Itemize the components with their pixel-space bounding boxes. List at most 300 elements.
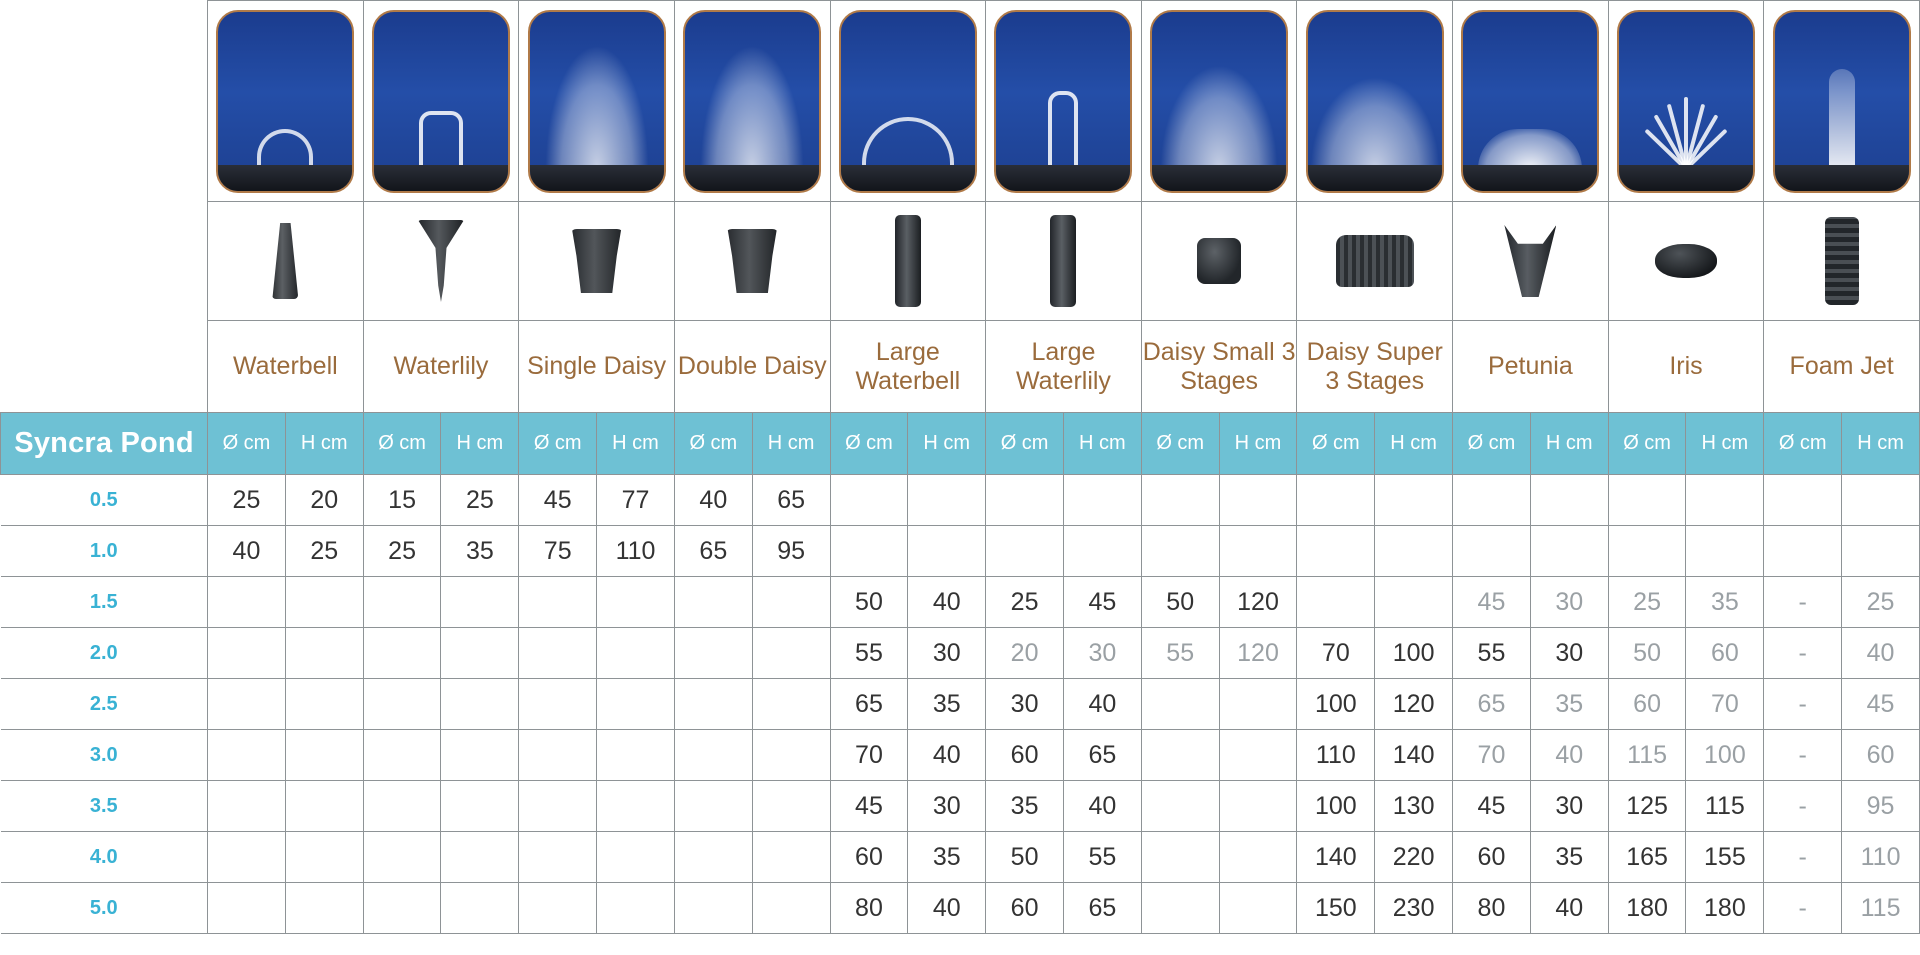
table-cell: 120 [1219,577,1297,628]
table-cell [1764,526,1842,577]
table-cell [1530,526,1608,577]
table-cell [597,832,675,883]
table-cell: 230 [1375,883,1453,934]
nozzle-photo-cell [519,202,675,321]
table-cell [208,628,286,679]
table-cell [519,781,597,832]
table-header-row [1,413,1920,475]
table-cell: 40 [1530,730,1608,781]
table-cell [752,679,830,730]
table-cell [752,781,830,832]
pond-model-label: 4.0 [1,832,208,883]
table-cell: 65 [1063,883,1141,934]
table-cell: 45 [1063,577,1141,628]
table-cell: 100 [1297,781,1375,832]
table-cell: 180 [1686,883,1764,934]
table-cell [752,577,830,628]
table-cell [597,679,675,730]
table-cell: 25 [986,577,1064,628]
table-cell [752,883,830,934]
large-waterlily-nozzle [1050,215,1076,307]
table-cell: 65 [674,526,752,577]
table-cell: 15 [363,475,441,526]
table-cell [208,781,286,832]
table-cell [441,730,519,781]
table-cell [363,832,441,883]
nozzle-name-iris: Iris [1608,321,1764,413]
table-cell: 35 [1686,577,1764,628]
single-daisy-spray-photo [528,10,666,193]
table-cell [208,832,286,883]
nozzle-photo-cell [674,202,830,321]
diameter-subheader: Ø cm [1141,413,1219,475]
table-cell: 25 [441,475,519,526]
table-cell [285,883,363,934]
daisy-super-3-stages-spray-photo [1306,10,1444,193]
table-cell [1297,526,1375,577]
table-row [1,475,1920,526]
table-cell [1297,577,1375,628]
table-cell [519,730,597,781]
table-cell: 65 [1453,679,1531,730]
table-cell: 110 [1297,730,1375,781]
table-cell [752,730,830,781]
table-cell [208,679,286,730]
table-cell: 60 [1842,730,1920,781]
table-cell [1219,679,1297,730]
nozzle-name-single-daisy: Single Daisy [519,321,675,413]
table-cell: 60 [1453,832,1531,883]
table-cell [363,679,441,730]
table-cell [1608,526,1686,577]
table-cell [674,628,752,679]
table-cell: 25 [285,526,363,577]
table-cell: - [1764,832,1842,883]
table-cell: 30 [1530,577,1608,628]
table-cell [986,475,1064,526]
table-cell: 40 [908,883,986,934]
table-cell: 40 [1063,781,1141,832]
table-cell: 45 [830,781,908,832]
table-cell [597,628,675,679]
spray-photo-cell [830,1,986,202]
table-cell: 65 [830,679,908,730]
nozzle-photo-cell [1608,202,1764,321]
table-cell [1453,475,1531,526]
diameter-subheader: Ø cm [1297,413,1375,475]
table-cell: 35 [908,832,986,883]
table-cell [441,628,519,679]
nozzle-name-row [1,321,1920,413]
table-cell [1219,526,1297,577]
table-cell: 30 [908,781,986,832]
table-cell [441,577,519,628]
table-cell: 80 [1453,883,1531,934]
table-cell: 30 [1063,628,1141,679]
table-cell: 70 [1686,679,1764,730]
table-cell: 120 [1219,628,1297,679]
table-cell [1842,475,1920,526]
nozzle-name-daisy-small-3-stages: Daisy Small 3 Stages [1141,321,1297,413]
daisy-super-3-stages-nozzle [1336,235,1414,287]
table-cell: 25 [208,475,286,526]
table-cell [1219,730,1297,781]
table-cell [363,781,441,832]
table-cell [1686,526,1764,577]
table-cell: 100 [1686,730,1764,781]
table-cell: 60 [1686,628,1764,679]
table-cell [674,679,752,730]
table-cell: 100 [1375,628,1453,679]
spray-photo-cell [986,1,1142,202]
table-cell: - [1764,679,1842,730]
table-cell: 155 [1686,832,1764,883]
table-cell: 35 [908,679,986,730]
nozzle-photo-row [1,202,1920,321]
table-cell: 30 [986,679,1064,730]
table-cell [285,781,363,832]
nozzle-name-foam-jet: Foam Jet [1764,321,1920,413]
diameter-subheader: Ø cm [830,413,908,475]
table-cell: 35 [441,526,519,577]
table-cell: - [1764,730,1842,781]
table-cell [1141,679,1219,730]
pond-model-label: 2.0 [1,628,208,679]
pond-model-label: 0.5 [1,475,208,526]
nozzle-photo-cell [208,202,364,321]
table-cell: - [1764,577,1842,628]
pond-model-label: 2.5 [1,679,208,730]
table-cell: 100 [1297,679,1375,730]
table-cell: 40 [1530,883,1608,934]
height-subheader: H cm [1842,413,1920,475]
diameter-subheader: Ø cm [1764,413,1842,475]
height-subheader: H cm [908,413,986,475]
table-cell: 30 [1530,781,1608,832]
table-row [1,781,1920,832]
table-cell [285,832,363,883]
table-cell: 40 [908,577,986,628]
table-cell [1141,475,1219,526]
table-cell [1375,577,1453,628]
table-cell [363,883,441,934]
table-cell [441,781,519,832]
table-cell: - [1764,781,1842,832]
table-cell [1686,475,1764,526]
large-waterbell-nozzle [895,215,921,307]
table-row [1,577,1920,628]
table-cell [441,679,519,730]
daisy-small-3-stages-spray-photo [1150,10,1288,193]
table-cell: 55 [1453,628,1531,679]
table-cell: 110 [1842,832,1920,883]
diameter-subheader: Ø cm [363,413,441,475]
table-cell: 25 [1608,577,1686,628]
table-cell [208,883,286,934]
height-subheader: H cm [1375,413,1453,475]
table-cell [1141,832,1219,883]
table-cell: 150 [1297,883,1375,934]
table-cell [363,577,441,628]
table-cell: - [1764,628,1842,679]
nozzle-name-double-daisy: Double Daisy [674,321,830,413]
foam-jet-spray-photo [1773,10,1911,193]
table-cell [1530,475,1608,526]
table-cell: 20 [285,475,363,526]
table-cell [1063,475,1141,526]
table-cell: 70 [830,730,908,781]
table-cell [285,577,363,628]
table-cell: 140 [1297,832,1375,883]
table-cell: 110 [597,526,675,577]
spray-photo-cell [674,1,830,202]
table-cell: 45 [1453,781,1531,832]
large-waterbell-spray-photo [839,10,977,193]
table-cell [597,883,675,934]
table-cell [1141,730,1219,781]
table-cell [441,832,519,883]
table-cell: 180 [1608,883,1686,934]
table-cell: 35 [1530,679,1608,730]
table-cell: 30 [1530,628,1608,679]
nozzle-name-large-waterbell: Large Waterbell [830,321,986,413]
table-cell [1219,475,1297,526]
table-cell [752,832,830,883]
large-waterlily-spray-photo [994,10,1132,193]
double-daisy-nozzle [724,229,780,293]
nozzle-name-daisy-super-3-stages: Daisy Super 3 Stages [1297,321,1453,413]
table-cell [830,526,908,577]
table-cell [908,526,986,577]
table-cell: 115 [1842,883,1920,934]
daisy-small-3-stages-nozzle [1197,238,1241,284]
height-subheader: H cm [1686,413,1764,475]
table-cell [208,730,286,781]
table-cell [674,781,752,832]
petunia-spray-photo [1461,10,1599,193]
spray-photo-row [1,1,1920,202]
table-cell [285,628,363,679]
table-cell [519,883,597,934]
waterbell-nozzle [272,223,298,299]
height-subheader: H cm [752,413,830,475]
photo-row-spacer [1,1,208,202]
table-cell [830,475,908,526]
table-row [1,679,1920,730]
table-cell: 75 [519,526,597,577]
table-cell [363,628,441,679]
table-row [1,730,1920,781]
table-cell: 60 [986,883,1064,934]
height-subheader: H cm [1063,413,1141,475]
table-cell [1141,883,1219,934]
nozzle-name-waterlily: Waterlily [363,321,519,413]
spray-photo-cell [519,1,675,202]
pond-model-label: 1.5 [1,577,208,628]
table-cell [1141,781,1219,832]
table-cell [519,679,597,730]
corner-label: Syncra Pond [1,413,208,475]
spray-photo-cell [1453,1,1609,202]
name-row-spacer [1,321,208,413]
nozzle-photo-cell [830,202,986,321]
table-cell: 130 [1375,781,1453,832]
table-cell [674,832,752,883]
height-subheader: H cm [1530,413,1608,475]
table-cell: 115 [1608,730,1686,781]
pond-model-label: 1.0 [1,526,208,577]
spray-photo-cell [1608,1,1764,202]
spray-photo-cell [1297,1,1453,202]
height-subheader: H cm [285,413,363,475]
table-cell: 40 [208,526,286,577]
table-cell [597,577,675,628]
table-cell: 55 [830,628,908,679]
table-cell: 60 [830,832,908,883]
table-cell: 25 [1842,577,1920,628]
table-cell [441,883,519,934]
nozzle-photo-cell [1764,202,1920,321]
table-cell: 125 [1608,781,1686,832]
nozzle-name-waterbell: Waterbell [208,321,364,413]
table-cell [1297,475,1375,526]
table-cell [519,832,597,883]
single-daisy-nozzle [569,229,625,293]
spray-photo-cell [1764,1,1920,202]
table-cell: 65 [752,475,830,526]
table-cell: 40 [674,475,752,526]
table-cell [1219,883,1297,934]
diameter-subheader: Ø cm [208,413,286,475]
table-cell: 45 [1453,577,1531,628]
table-cell: 40 [908,730,986,781]
pond-model-label: 3.5 [1,781,208,832]
table-cell: 140 [1375,730,1453,781]
iris-spray-photo [1617,10,1755,193]
waterlily-spray-photo [372,10,510,193]
table-cell: 70 [1453,730,1531,781]
table-cell [1141,526,1219,577]
table-cell [363,730,441,781]
nozzle-photo-cell [1297,202,1453,321]
table-cell [1842,526,1920,577]
pond-model-label: 3.0 [1,730,208,781]
height-subheader: H cm [1219,413,1297,475]
table-cell [1375,475,1453,526]
spray-photo-cell [363,1,519,202]
table-cell [1453,526,1531,577]
table-cell [285,730,363,781]
table-cell: 55 [1063,832,1141,883]
height-subheader: H cm [597,413,675,475]
table-row [1,883,1920,934]
table-row [1,628,1920,679]
nozzle-photo-cell [1141,202,1297,321]
table-cell: 35 [1530,832,1608,883]
table-cell [597,730,675,781]
nozzle-photo-cell [363,202,519,321]
table-cell: 60 [1608,679,1686,730]
table-cell: 80 [830,883,908,934]
waterbell-spray-photo [216,10,354,193]
table-cell: 165 [1608,832,1686,883]
nozzle-row-spacer [1,202,208,321]
table-cell [1219,781,1297,832]
table-cell: 50 [1141,577,1219,628]
table-cell [1764,475,1842,526]
table-cell: 60 [986,730,1064,781]
table-cell: 35 [986,781,1064,832]
table-cell [674,730,752,781]
double-daisy-spray-photo [683,10,821,193]
table-cell [1219,832,1297,883]
table-cell [1608,475,1686,526]
table-cell: 30 [908,628,986,679]
table-cell: 120 [1375,679,1453,730]
table-cell: 65 [1063,730,1141,781]
table-cell [1375,526,1453,577]
table-row [1,832,1920,883]
table-cell: 45 [519,475,597,526]
diameter-subheader: Ø cm [674,413,752,475]
table-cell: 40 [1063,679,1141,730]
nozzle-photo-cell [1453,202,1609,321]
nozzle-photo-cell [986,202,1142,321]
table-cell: 95 [752,526,830,577]
table-cell: 40 [1842,628,1920,679]
height-subheader: H cm [441,413,519,475]
table-cell: 55 [1141,628,1219,679]
table-cell [285,679,363,730]
table-row [1,526,1920,577]
petunia-nozzle [1504,225,1556,297]
table-cell [986,526,1064,577]
table-cell: 115 [1686,781,1764,832]
table-cell [674,883,752,934]
table-cell: 45 [1842,679,1920,730]
diameter-subheader: Ø cm [986,413,1064,475]
nozzle-name-petunia: Petunia [1453,321,1609,413]
table-cell: 50 [1608,628,1686,679]
table-cell: 25 [363,526,441,577]
table-cell [597,781,675,832]
table-cell: 95 [1842,781,1920,832]
table-cell: 77 [597,475,675,526]
foam-jet-nozzle [1825,217,1859,305]
table-cell [1063,526,1141,577]
spray-photo-cell [208,1,364,202]
table-cell [752,628,830,679]
diameter-subheader: Ø cm [1453,413,1531,475]
table-cell [674,577,752,628]
table-cell [208,577,286,628]
table-cell: 20 [986,628,1064,679]
iris-nozzle [1655,244,1717,278]
pond-model-label: 5.0 [1,883,208,934]
waterlily-nozzle [418,220,464,302]
table-cell: 220 [1375,832,1453,883]
table-cell: - [1764,883,1842,934]
table-cell: 50 [830,577,908,628]
spray-photo-cell [1141,1,1297,202]
table-cell [519,628,597,679]
table-cell: 50 [986,832,1064,883]
diameter-subheader: Ø cm [519,413,597,475]
table-cell: 70 [1297,628,1375,679]
table-cell [908,475,986,526]
table-cell [519,577,597,628]
diameter-subheader: Ø cm [1608,413,1686,475]
